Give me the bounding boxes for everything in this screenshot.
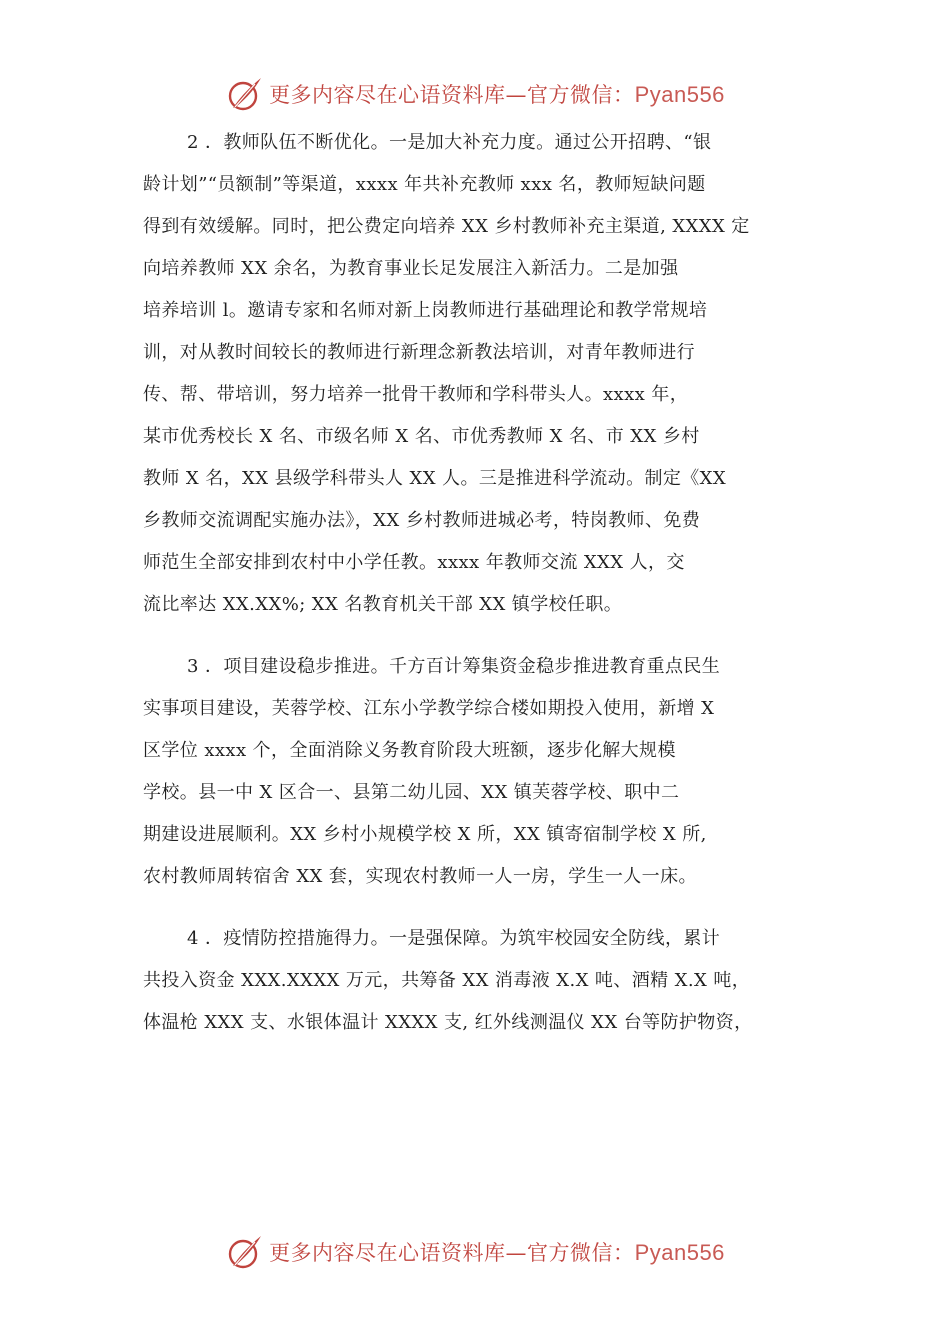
paragraph-teachers bbox=[143, 122, 750, 626]
feather-logo-icon bbox=[225, 1232, 265, 1272]
text-line: 向培养教师 XX 余名，为教育事业长足发展注入新活力。二是加强 bbox=[143, 258, 679, 279]
paragraph-epidemic bbox=[143, 918, 753, 1044]
document-body bbox=[143, 122, 753, 1044]
watermark-text bbox=[269, 1237, 725, 1267]
watermark-text-cn: 更多内容尽在心语资料库—官方微信： bbox=[269, 83, 635, 107]
paragraph-gap bbox=[143, 626, 743, 646]
text-line: 期建设进展顺利。XX 乡村小规模学校 X 所，XX 镇寄宿制学校 X 所, bbox=[143, 824, 707, 845]
text-line: 得到有效缓解。同时，把公费定向培养 XX 乡村教师补充主渠道, XXXX 定 bbox=[143, 216, 750, 237]
text-line: 区学位 xxxx 个，全面消除义务教育阶段大班额，逐步化解大规模 bbox=[143, 740, 676, 761]
text-line: 龄计划”“员额制”等渠道，xxxx 年共补充教师 xxx 名，教师短缺问题 bbox=[143, 174, 706, 195]
text-line: 流比率达 XX.XX%; XX 名教育机关干部 XX 镇学校任职。 bbox=[143, 594, 623, 615]
watermark-text-en: Pyan556 bbox=[634, 1240, 725, 1265]
text-line: 4 ．疫情防控措施得力。一是强保障。为筑牢校园安全防线，累计 bbox=[187, 928, 721, 949]
watermark-banner-bottom bbox=[0, 1230, 950, 1274]
text-line: 培养培训 l。邀请专家和名师对新上岗教师进行基础理论和教学常规培 bbox=[143, 300, 708, 321]
text-line: 某市优秀校长 X 名、市级名师 X 名、市优秀教师 X 名、市 XX 乡村 bbox=[143, 426, 700, 447]
watermark-text-cn: 更多内容尽在心语资料库—官方微信： bbox=[269, 1241, 635, 1265]
feather-logo-icon bbox=[225, 74, 265, 114]
text-line: 体温枪 XXX 支、水银体温计 XXXX 支, 红外线测温仪 XX 台等防护物资， bbox=[143, 1012, 753, 1033]
text-line: 乡教师交流调配实施办法》，XX 乡村教师进城必考，特岗教师、免费 bbox=[143, 510, 701, 531]
text-line: 实事项目建设，芙蓉学校、江东小学教学综合楼如期投入使用，新增 X bbox=[143, 698, 715, 719]
paragraph-gap bbox=[143, 898, 743, 918]
watermark-text bbox=[269, 79, 725, 109]
watermark-banner-top bbox=[0, 72, 950, 116]
text-line: 训，对从教时间较长的教师进行新理念新教法培训，对青年教师进行 bbox=[143, 342, 695, 363]
watermark-text-en: Pyan556 bbox=[634, 82, 725, 107]
text-line: 教师 X 名，XX 县级学科带头人 XX 人。三是推进科学流动。制定《XX bbox=[143, 468, 727, 489]
text-line: 学校。县一中 X 区合一、县第二幼儿园、XX 镇芙蓉学校、职中二 bbox=[143, 782, 680, 803]
text-line: 共投入资金 XXX.XXXX 万元，共筹备 XX 消毒液 X.X 吨、酒精 X.X 吨， bbox=[143, 970, 751, 991]
text-line: 师范生全部安排到农村中小学任教。xxxx 年教师交流 XXX 人，交 bbox=[143, 552, 685, 573]
text-line: 2 ．教师队伍不断优化。一是加大补充力度。通过公开招聘、“银 bbox=[187, 132, 712, 153]
text-line: 3 ．项目建设稳步推进。千方百计筹集资金稳步推进教育重点民生 bbox=[187, 656, 721, 677]
paragraph-projects bbox=[143, 646, 743, 898]
text-line: 农村教师周转宿舍 XX 套，实现农村教师一人一房，学生一人一床。 bbox=[143, 866, 697, 887]
text-line: 传、帮、带培训，努力培养一批骨干教师和学科带头人。xxxx 年， bbox=[143, 384, 689, 405]
